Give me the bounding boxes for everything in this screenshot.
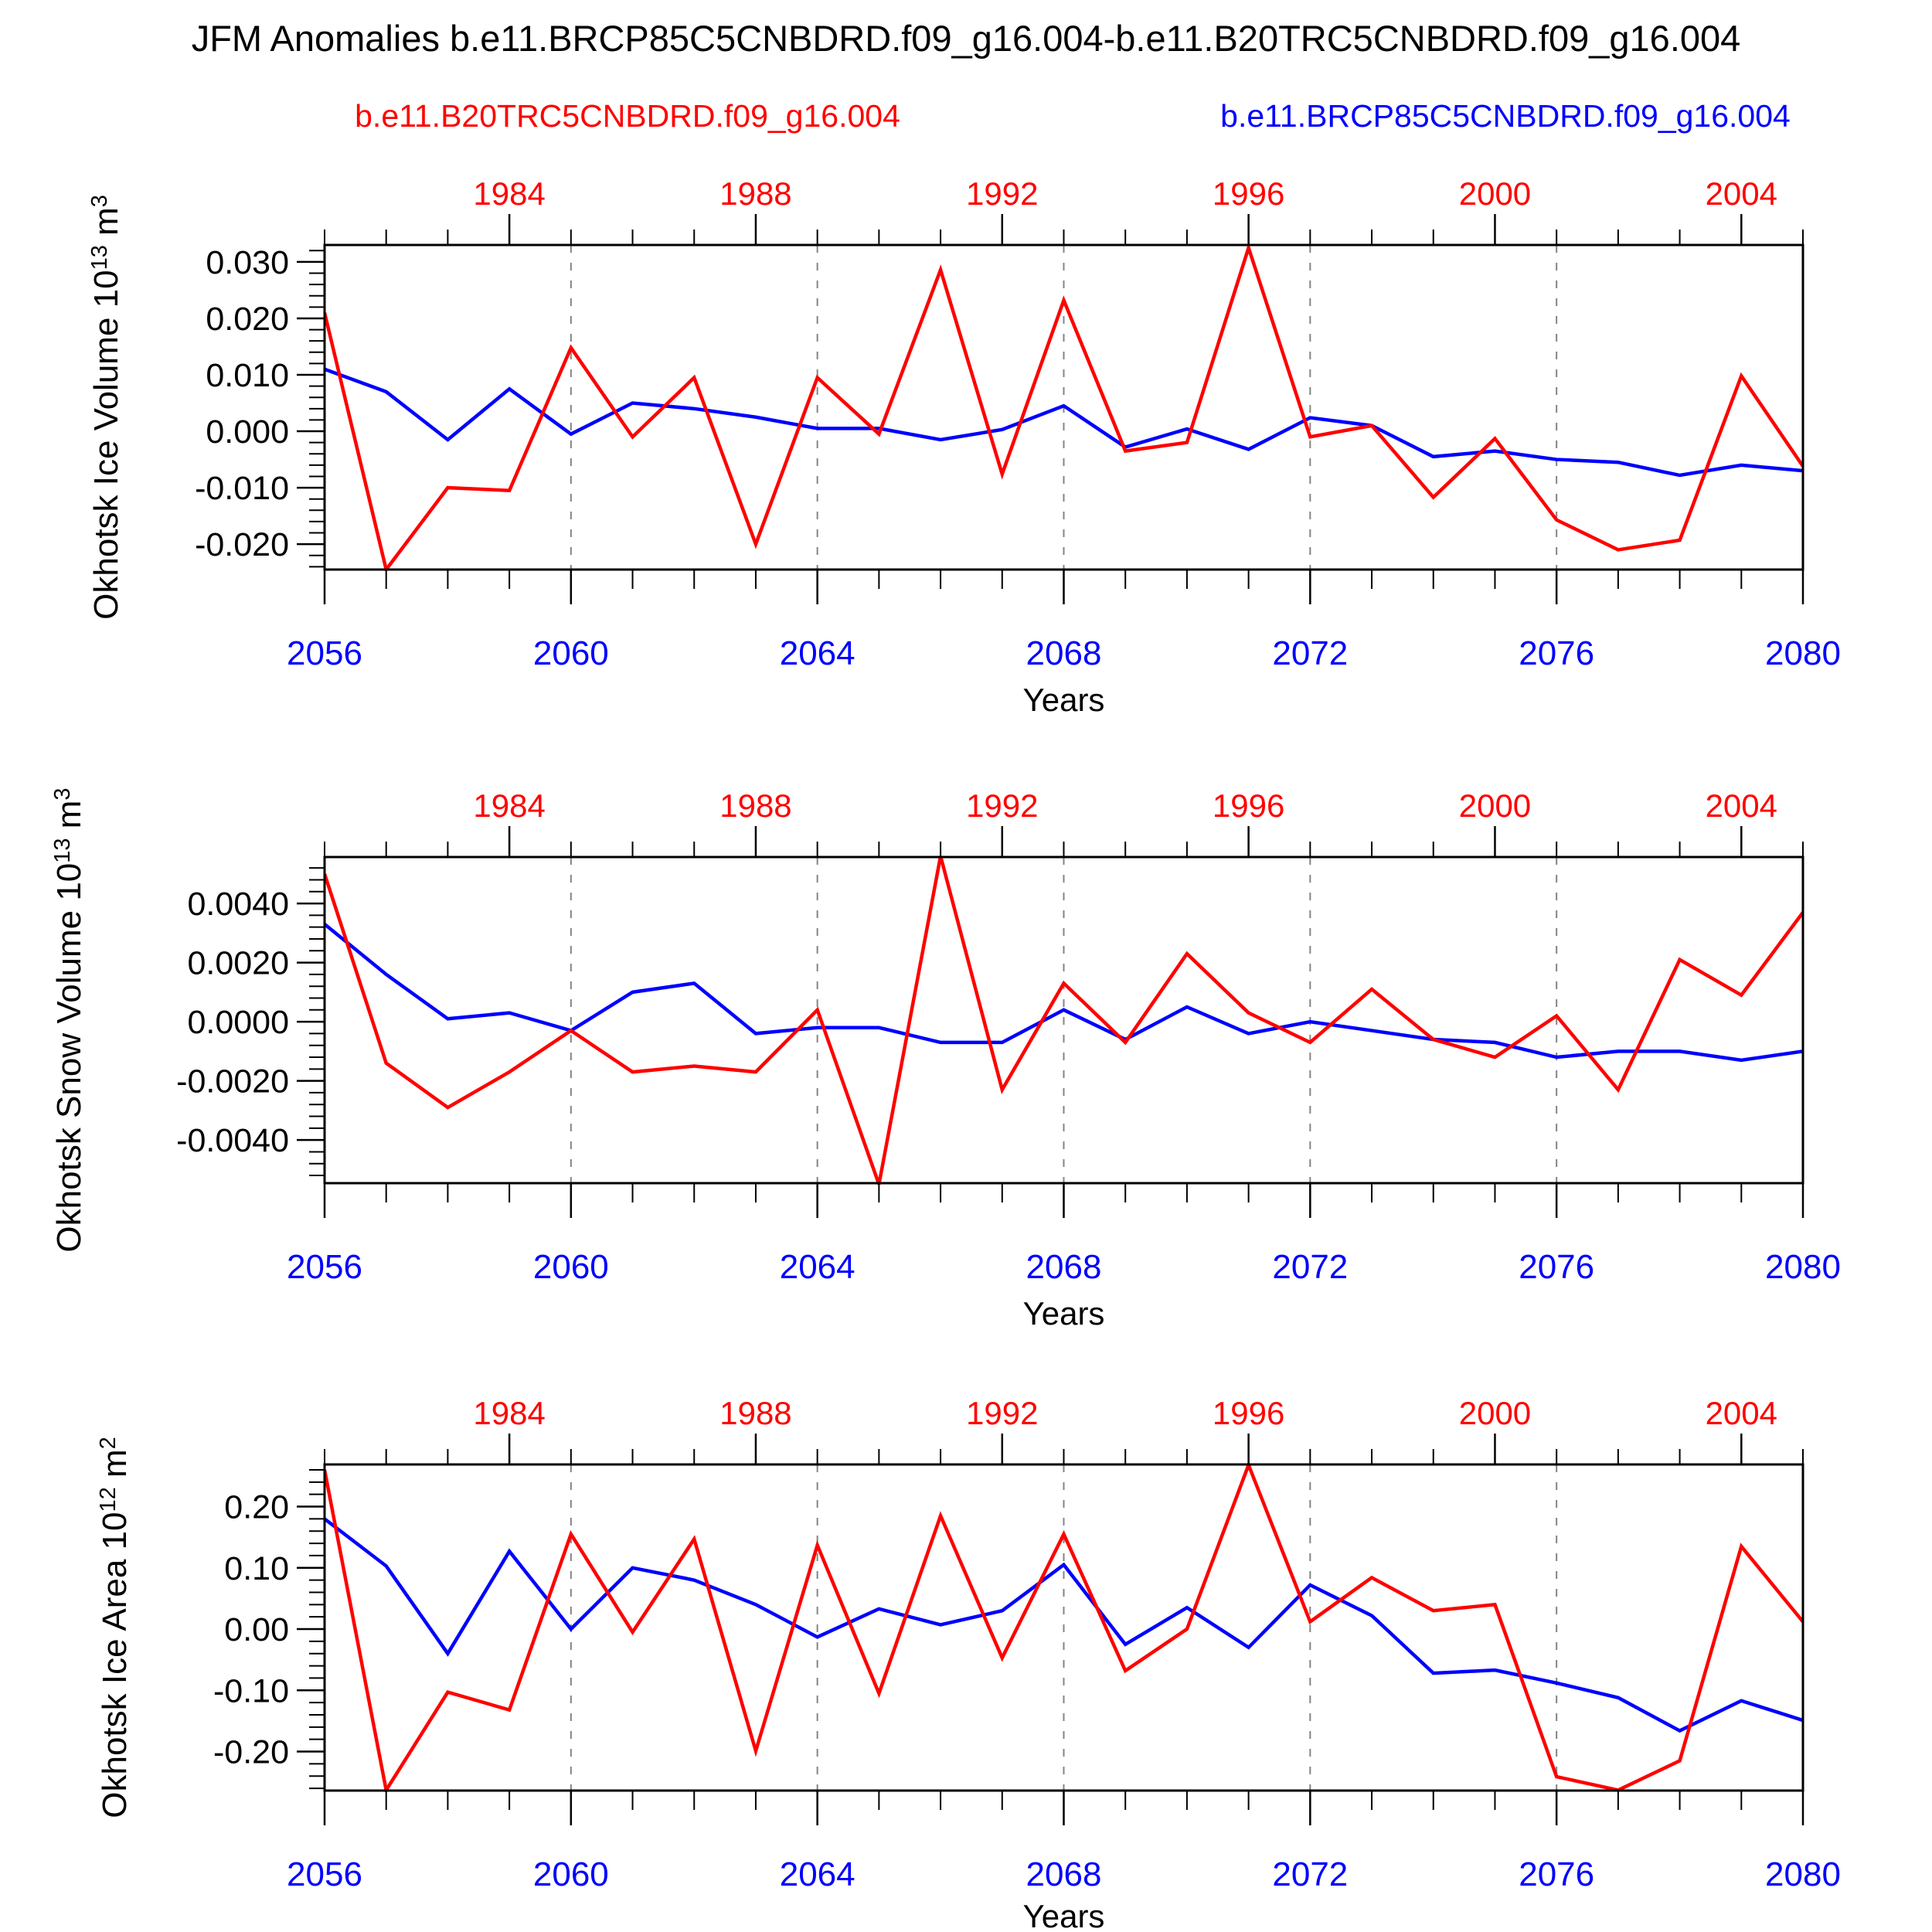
- x-tick-label-bottom: 2080: [1765, 634, 1841, 672]
- y-tick-label: -0.010: [195, 470, 289, 508]
- x-tick-label-top: 2000: [1458, 175, 1532, 212]
- x-tick-label-bottom: 2076: [1519, 1248, 1595, 1286]
- x-tick-label-bottom: 2064: [779, 1248, 855, 1286]
- x-axis-title: Years: [1022, 1898, 1105, 1932]
- x-tick-label-bottom: 2064: [779, 634, 855, 672]
- y-tick-label: 0.00: [224, 1611, 289, 1649]
- y-tick-label: 0.10: [224, 1549, 289, 1587]
- y-tick-label: -0.0020: [176, 1063, 289, 1100]
- figure-title: JFM Anomalies b.e11.BRCP85C5CNBDRD.f09_g16.004-b.e11.B20TRC5CNBDRD.f09_g16.004: [191, 18, 1741, 59]
- x-tick-label-top: 1988: [719, 787, 792, 824]
- x-tick-label-top: 2004: [1705, 175, 1778, 212]
- x-tick-label-bottom: 2068: [1026, 1855, 1102, 1893]
- okhotsk-snow-volume-panel: [50, 787, 1841, 1332]
- x-tick-label-top: 2000: [1458, 1395, 1532, 1431]
- x-tick-label-bottom: 2068: [1026, 1248, 1102, 1286]
- legend-label-b20trc5cnbdrd: b.e11.B20TRC5CNBDRD.f09_g16.004: [355, 98, 900, 134]
- y-axis-title: Okhotsk Ice Volume $10^{13}$ $m^3$: [87, 195, 125, 620]
- x-tick-label-bottom: 2080: [1765, 1248, 1841, 1286]
- x-tick-label-top: 1984: [473, 175, 546, 212]
- y-tick-label: 0.030: [206, 243, 289, 281]
- okhotsk-ice-volume-panel: [87, 175, 1841, 718]
- x-tick-label-top: 2004: [1705, 1395, 1778, 1431]
- x-tick-label-bottom: 2080: [1765, 1855, 1841, 1893]
- y-tick-label: 0.0040: [187, 886, 289, 923]
- x-tick-label-bottom: 2072: [1272, 1248, 1349, 1286]
- y-axis-title: Okhotsk Snow Volume $10^{13}$ $m^3$: [50, 787, 88, 1253]
- x-tick-label-top: 1984: [473, 787, 546, 824]
- x-tick-label-top: 1992: [966, 175, 1039, 212]
- x-axis-title: Years: [1022, 1295, 1105, 1332]
- x-tick-label-top: 1992: [966, 787, 1039, 824]
- x-tick-label-top: 1996: [1212, 175, 1285, 212]
- x-tick-label-bottom: 2056: [287, 1855, 362, 1893]
- y-tick-label: 0.020: [206, 300, 289, 338]
- x-tick-label-bottom: 2060: [532, 1248, 609, 1286]
- x-tick-label-bottom: 2068: [1026, 634, 1102, 672]
- okhotsk-ice-area-panel: [96, 1395, 1841, 1932]
- y-tick-label: 0.0000: [187, 1004, 289, 1042]
- x-tick-label-bottom: 2076: [1519, 634, 1595, 672]
- y-axis-title: Okhotsk Ice Area $10^{12}$ $m^2$: [96, 1437, 134, 1818]
- y-tick-label: 0.0020: [187, 944, 289, 982]
- y-tick-label: -0.0040: [176, 1122, 289, 1160]
- x-tick-label-top: 1996: [1212, 1395, 1285, 1431]
- x-axis-title: Years: [1022, 682, 1105, 718]
- x-tick-label-bottom: 2072: [1272, 1855, 1349, 1893]
- y-tick-label: -0.10: [213, 1672, 289, 1710]
- y-tick-label: 0.20: [224, 1488, 289, 1526]
- y-tick-label: 0.010: [206, 357, 289, 394]
- x-tick-label-top: 1988: [719, 175, 792, 212]
- x-tick-label-top: 2000: [1458, 787, 1532, 824]
- y-tick-label: -0.020: [195, 526, 289, 564]
- x-tick-label-bottom: 2056: [287, 634, 362, 672]
- y-tick-label: 0.000: [206, 413, 289, 451]
- x-tick-label-bottom: 2056: [287, 1248, 362, 1286]
- legend-label-brcp85c5cnbdrd: b.e11.BRCP85C5CNBDRD.f09_g16.004: [1220, 98, 1791, 134]
- y-tick-label: -0.20: [213, 1733, 289, 1771]
- x-tick-label-top: 1984: [473, 1395, 546, 1431]
- x-tick-label-top: 1996: [1212, 787, 1285, 824]
- x-tick-label-top: 1988: [719, 1395, 792, 1431]
- x-tick-label-bottom: 2072: [1272, 634, 1349, 672]
- x-tick-label-top: 1992: [966, 1395, 1039, 1431]
- x-tick-label-bottom: 2060: [532, 634, 609, 672]
- x-tick-label-top: 2004: [1705, 787, 1778, 824]
- x-tick-label-bottom: 2060: [532, 1855, 609, 1893]
- x-tick-label-bottom: 2064: [779, 1855, 855, 1893]
- x-tick-label-bottom: 2076: [1519, 1855, 1595, 1893]
